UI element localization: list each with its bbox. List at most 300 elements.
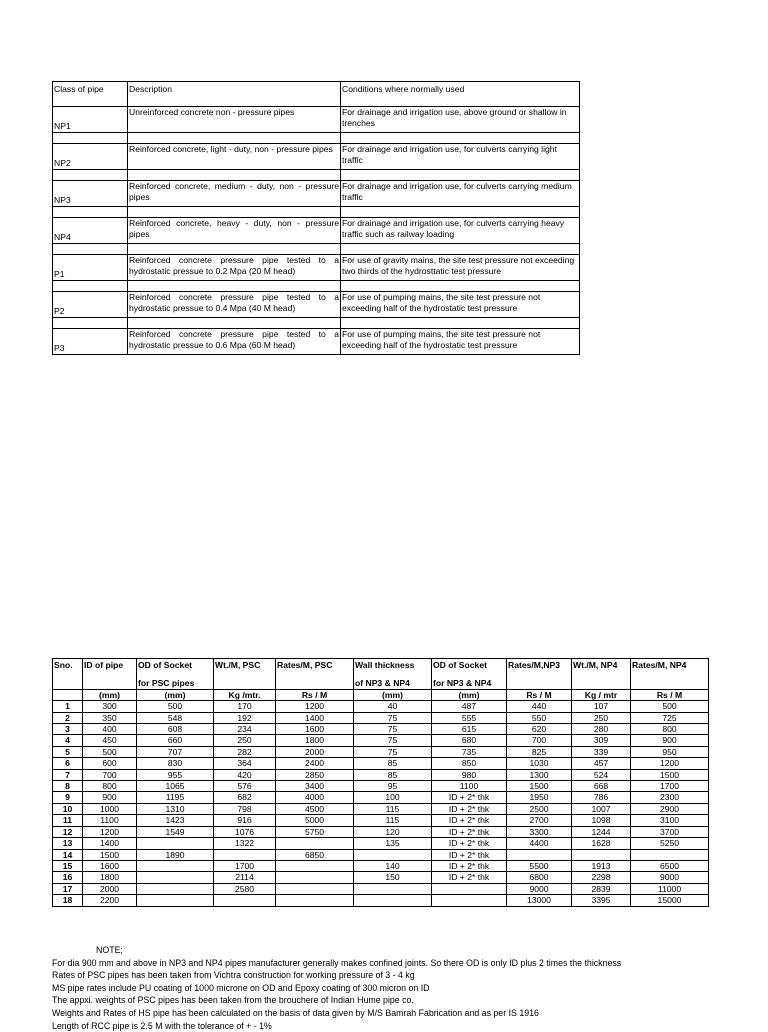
table-cell: 5750 xyxy=(276,826,354,837)
note-line: The appxi. weights of PSC pipes has been taken from the brouchere of Indian Hume pipe co. xyxy=(52,995,414,1006)
spacer-cell xyxy=(341,170,580,181)
column-header-line1: Wall thickness xyxy=(355,660,415,670)
table-cell: 1300 xyxy=(507,769,572,780)
column-header xyxy=(83,659,137,690)
table-row xyxy=(53,144,580,170)
pipe-class-table xyxy=(52,81,580,355)
note-line: MS pipe rates include PU coating of 1000 microne on OD and Epoxy coating of 300 micron on ID xyxy=(52,982,430,993)
table-cell: 1890 xyxy=(137,849,214,860)
table-row xyxy=(53,883,709,894)
table-cell: 3395 xyxy=(572,895,631,906)
table-cell: 2200 xyxy=(83,895,137,906)
table-cell: 1600 xyxy=(83,860,137,871)
unit-cell: Rs / M xyxy=(276,689,354,700)
column-header xyxy=(137,659,214,690)
table-cell: 1200 xyxy=(631,758,709,769)
spacer-row xyxy=(53,244,580,255)
table-cell xyxy=(276,838,354,849)
table-cell: 85 xyxy=(354,769,432,780)
spacer-cell xyxy=(128,170,341,181)
column-header xyxy=(354,659,432,690)
table-cell: 6500 xyxy=(631,860,709,871)
table-cell: 1913 xyxy=(572,860,631,871)
unit-cell: Rs / M xyxy=(631,689,709,700)
unit-cell: (mm) xyxy=(354,689,432,700)
pipe-class-cell: NP1 xyxy=(53,107,128,133)
table-cell: 107 xyxy=(572,701,631,712)
table-cell: 950 xyxy=(631,746,709,757)
table-row xyxy=(53,860,709,871)
table-row xyxy=(53,826,709,837)
table-row xyxy=(53,872,709,883)
column-header xyxy=(572,659,631,690)
table-cell xyxy=(276,895,354,906)
table-cell: 500 xyxy=(631,701,709,712)
header-class-of-pipe: Class of pipe xyxy=(53,82,128,107)
table-cell: 13000 xyxy=(507,895,572,906)
table-cell: ID + 2* thk xyxy=(432,803,507,814)
description-cell: Reinforced concrete pressure pipe tested to a hydrostatic pressue to 0.6 Mpa (60 M head) xyxy=(128,329,341,355)
table-cell: 135 xyxy=(354,838,432,849)
table-cell: 487 xyxy=(432,701,507,712)
table-row xyxy=(53,218,580,244)
serial-number-cell: 9 xyxy=(53,792,83,803)
table-cell: 615 xyxy=(432,724,507,735)
pipe-rates-table-body xyxy=(53,701,709,906)
spacer-cell xyxy=(341,133,580,144)
spacer-row xyxy=(53,133,580,144)
table-cell: 1500 xyxy=(507,781,572,792)
table-cell: 700 xyxy=(83,769,137,780)
table-cell: 1322 xyxy=(214,838,276,849)
table-row xyxy=(53,895,709,906)
description-cell: Reinforced concrete, light - duty, non - pressure pipes xyxy=(128,144,341,170)
table-cell: 786 xyxy=(572,792,631,803)
table-cell: 4400 xyxy=(507,838,572,849)
spacer-cell xyxy=(128,207,341,218)
table-cell: 3300 xyxy=(507,826,572,837)
table-header-row xyxy=(53,659,709,690)
table-row xyxy=(53,758,709,769)
table-row xyxy=(53,792,709,803)
table-cell xyxy=(137,872,214,883)
table-cell: 1244 xyxy=(572,826,631,837)
spacer-cell xyxy=(128,281,341,292)
spacer-row xyxy=(53,318,580,329)
serial-number-cell: 15 xyxy=(53,860,83,871)
description-cell: Reinforced concrete, medium - duty, non - pressure pipes xyxy=(128,181,341,207)
table-cell: 282 xyxy=(214,746,276,757)
serial-number-cell: 1 xyxy=(53,701,83,712)
unit-cell: Rs / M xyxy=(507,689,572,700)
notes-section xyxy=(52,944,752,1032)
spacer-cell xyxy=(341,244,580,255)
pipe-class-cell: P1 xyxy=(53,255,128,281)
table-cell xyxy=(214,849,276,860)
spacer-row xyxy=(53,207,580,218)
table-cell: 550 xyxy=(507,712,572,723)
table-cell: 980 xyxy=(432,769,507,780)
table-cell: 250 xyxy=(214,735,276,746)
table-cell: 600 xyxy=(83,758,137,769)
table-cell xyxy=(137,895,214,906)
table-cell xyxy=(354,895,432,906)
table-cell: ID + 2* thk xyxy=(432,849,507,860)
table-cell: 95 xyxy=(354,781,432,792)
conditions-cell: For drainage and irrigation use, for culverts carrying heavy traffic such as railway loading xyxy=(341,218,580,244)
table-cell: 450 xyxy=(83,735,137,746)
table-cell: 75 xyxy=(354,724,432,735)
table-cell: 2298 xyxy=(572,872,631,883)
unit-cell: Kg / mtr xyxy=(572,689,631,700)
table-cell: 5250 xyxy=(631,838,709,849)
column-header-line2: for NP3 & NP4 xyxy=(433,678,492,689)
unit-cell: (mm) xyxy=(83,689,137,700)
note-line: Rates of PSC pipes has been taken from Vichtra construction for working pressure of 3 - 4 kg xyxy=(52,970,415,981)
table-cell: 916 xyxy=(214,815,276,826)
table-cell: 280 xyxy=(572,724,631,735)
table-cell: 234 xyxy=(214,724,276,735)
table-cell: 2700 xyxy=(507,815,572,826)
column-header-line1: OD of Socket xyxy=(433,660,487,670)
conditions-cell: For drainage and irrigation use, for culverts carrying light traffic xyxy=(341,144,580,170)
table-cell: 900 xyxy=(83,792,137,803)
table-row xyxy=(53,181,580,207)
table-cell: 800 xyxy=(631,724,709,735)
table-cell: 825 xyxy=(507,746,572,757)
table-cell xyxy=(432,895,507,906)
table-cell: 2000 xyxy=(83,883,137,894)
column-header xyxy=(53,659,83,690)
table-cell: 1030 xyxy=(507,758,572,769)
table-cell: 1800 xyxy=(276,735,354,746)
table-cell: 1549 xyxy=(137,826,214,837)
header-description: Description xyxy=(128,82,341,107)
unit-cell: (mm) xyxy=(432,689,507,700)
table-cell xyxy=(276,860,354,871)
table-cell: 555 xyxy=(432,712,507,723)
table-cell: 1800 xyxy=(83,872,137,883)
table-row xyxy=(53,701,709,712)
table-cell: 500 xyxy=(137,701,214,712)
column-header-line1: Wt./M, PSC xyxy=(215,660,261,670)
table-cell: 115 xyxy=(354,815,432,826)
table-cell: 1628 xyxy=(572,838,631,849)
table-cell: 524 xyxy=(572,769,631,780)
table-cell: 4000 xyxy=(276,792,354,803)
serial-number-cell: 13 xyxy=(53,838,83,849)
table-row xyxy=(53,255,580,281)
table-row xyxy=(53,849,709,860)
table-cell xyxy=(276,872,354,883)
table-cell: 1065 xyxy=(137,781,214,792)
description-cell: Reinforced concrete pressure pipe tested to a hydrostatic pressue to 0.4 Mpa (40 M head) xyxy=(128,292,341,318)
table-cell: 668 xyxy=(572,781,631,792)
table-cell: 1423 xyxy=(137,815,214,826)
table-cell: 900 xyxy=(631,735,709,746)
table-cell: 798 xyxy=(214,803,276,814)
table-cell: 9000 xyxy=(507,883,572,894)
table-cell: 1310 xyxy=(137,803,214,814)
serial-number-cell: 6 xyxy=(53,758,83,769)
column-header xyxy=(214,659,276,690)
table-cell: 830 xyxy=(137,758,214,769)
table-cell: 440 xyxy=(507,701,572,712)
table-header-row xyxy=(53,82,580,107)
table-cell xyxy=(432,883,507,894)
table-cell: 100 xyxy=(354,792,432,803)
table-cell: ID + 2* thk xyxy=(432,792,507,803)
table-cell: 608 xyxy=(137,724,214,735)
serial-number-cell: 18 xyxy=(53,895,83,906)
table-cell: 2300 xyxy=(631,792,709,803)
table-row xyxy=(53,838,709,849)
table-cell: 2400 xyxy=(276,758,354,769)
table-cell: 2000 xyxy=(276,746,354,757)
serial-number-cell: 5 xyxy=(53,746,83,757)
spacer-cell xyxy=(53,133,128,144)
table-cell: 3700 xyxy=(631,826,709,837)
table-cell: 350 xyxy=(83,712,137,723)
spacer-row xyxy=(53,281,580,292)
table-cell: 1500 xyxy=(83,849,137,860)
serial-number-cell: 17 xyxy=(53,883,83,894)
table-cell: 457 xyxy=(572,758,631,769)
table-cell: ID + 2* thk xyxy=(432,872,507,883)
table-cell: 1500 xyxy=(631,769,709,780)
table-cell: 576 xyxy=(214,781,276,792)
table-cell: 700 xyxy=(507,735,572,746)
spacer-cell xyxy=(53,207,128,218)
spacer-cell xyxy=(341,207,580,218)
table-row xyxy=(53,712,709,723)
table-cell: 800 xyxy=(83,781,137,792)
column-header-line1: Rates/M, PSC xyxy=(277,660,333,670)
serial-number-cell: 14 xyxy=(53,849,83,860)
table-cell: 2114 xyxy=(214,872,276,883)
table-row xyxy=(53,735,709,746)
description-cell: Reinforced concrete pressure pipe tested to a hydrostatic pressue to 0.2 Mpa (20 M head) xyxy=(128,255,341,281)
conditions-cell: For use of pumping mains, the site test pressure not exceeding half of the hydrostatic test pressure xyxy=(341,292,580,318)
table-cell xyxy=(631,849,709,860)
table-cell: 15000 xyxy=(631,895,709,906)
table-cell: ID + 2* thk xyxy=(432,815,507,826)
spacer-cell xyxy=(128,133,341,144)
units-row xyxy=(53,689,709,700)
table-cell: ID + 2* thk xyxy=(432,838,507,849)
pipe-rates-table xyxy=(52,658,709,907)
table-cell: 9000 xyxy=(631,872,709,883)
table-cell: 6800 xyxy=(507,872,572,883)
column-header xyxy=(507,659,572,690)
column-header-line2: for PSC pipes xyxy=(138,678,195,689)
table-cell: 2900 xyxy=(631,803,709,814)
spacer-cell xyxy=(341,318,580,329)
table-cell: 680 xyxy=(432,735,507,746)
pipe-class-cell: NP2 xyxy=(53,144,128,170)
column-header xyxy=(432,659,507,690)
table-row xyxy=(53,724,709,735)
table-cell xyxy=(137,883,214,894)
table-cell: 1098 xyxy=(572,815,631,826)
note-line: Weights and Rates of HS pipe has been calculated on the basis of data given by M/S Bamrah Fabrication and as per IS 1916 xyxy=(52,1007,539,1018)
column-header xyxy=(276,659,354,690)
pipe-class-cell: P3 xyxy=(53,329,128,355)
table-cell: 309 xyxy=(572,735,631,746)
column-header-line1: Rates/M,NP3 xyxy=(508,660,561,670)
table-cell: 75 xyxy=(354,712,432,723)
table-cell: 2850 xyxy=(276,769,354,780)
table-cell: 500 xyxy=(83,746,137,757)
table-cell: 1200 xyxy=(276,701,354,712)
table-cell: 6850 xyxy=(276,849,354,860)
table-cell: 620 xyxy=(507,724,572,735)
table-cell: 1100 xyxy=(83,815,137,826)
table-cell xyxy=(572,849,631,860)
table-cell: 1700 xyxy=(631,781,709,792)
spacer-cell xyxy=(53,244,128,255)
table-row xyxy=(53,803,709,814)
table-row xyxy=(53,815,709,826)
table-cell: 660 xyxy=(137,735,214,746)
table-cell: 420 xyxy=(214,769,276,780)
column-header-line2: of NP3 & NP4 xyxy=(355,678,410,689)
header-conditions: Conditions where normally used xyxy=(341,82,580,107)
table-cell xyxy=(214,895,276,906)
table-cell xyxy=(137,860,214,871)
conditions-cell: For drainage and irrigation use, for culverts carrying medium traffic xyxy=(341,181,580,207)
unit-cell xyxy=(53,689,83,700)
spacer-cell xyxy=(53,281,128,292)
conditions-cell: For drainage and irrigation use, above ground or shallow in trenches xyxy=(341,107,580,133)
serial-number-cell: 16 xyxy=(53,872,83,883)
table-cell: 40 xyxy=(354,701,432,712)
table-cell: 364 xyxy=(214,758,276,769)
pipe-class-cell: P2 xyxy=(53,292,128,318)
table-cell: 4500 xyxy=(276,803,354,814)
table-cell: 955 xyxy=(137,769,214,780)
table-cell: 1000 xyxy=(83,803,137,814)
table-cell: 2839 xyxy=(572,883,631,894)
serial-number-cell: 11 xyxy=(53,815,83,826)
column-header-line1: OD of Socket xyxy=(138,660,192,670)
unit-cell: Kg /mtr. xyxy=(214,689,276,700)
table-cell: 3400 xyxy=(276,781,354,792)
table-cell: 1195 xyxy=(137,792,214,803)
column-header xyxy=(631,659,709,690)
table-cell: 1700 xyxy=(214,860,276,871)
table-cell xyxy=(354,849,432,860)
description-cell: Reinforced concrete, heavy - duty, non - pressure pipes xyxy=(128,218,341,244)
table-cell: 75 xyxy=(354,746,432,757)
table-cell: 75 xyxy=(354,735,432,746)
table-cell: 1076 xyxy=(214,826,276,837)
table-row xyxy=(53,329,580,355)
table-cell: 548 xyxy=(137,712,214,723)
table-cell: 5000 xyxy=(276,815,354,826)
serial-number-cell: 12 xyxy=(53,826,83,837)
table-cell: 1400 xyxy=(276,712,354,723)
table-cell xyxy=(137,838,214,849)
table-cell: 339 xyxy=(572,746,631,757)
table-cell: 735 xyxy=(432,746,507,757)
table-cell: 1400 xyxy=(83,838,137,849)
description-cell: Unreinforced concrete non - pressure pipes xyxy=(128,107,341,133)
table-cell: 1600 xyxy=(276,724,354,735)
pipe-class-table-body xyxy=(53,82,580,355)
table-cell xyxy=(276,883,354,894)
table-cell: 300 xyxy=(83,701,137,712)
table-cell: 192 xyxy=(214,712,276,723)
conditions-cell: For use of gravity mains, the site test pressure not exceeding two thirds of the hydrosttatic test pressure xyxy=(341,255,580,281)
table-cell: 707 xyxy=(137,746,214,757)
table-cell xyxy=(354,883,432,894)
spacer-cell xyxy=(341,281,580,292)
pipe-class-cell: NP3 xyxy=(53,181,128,207)
serial-number-cell: 4 xyxy=(53,735,83,746)
table-cell: 11000 xyxy=(631,883,709,894)
table-cell: 140 xyxy=(354,860,432,871)
serial-number-cell: 2 xyxy=(53,712,83,723)
serial-number-cell: 3 xyxy=(53,724,83,735)
table-cell: 850 xyxy=(432,758,507,769)
table-cell: 170 xyxy=(214,701,276,712)
table-row xyxy=(53,746,709,757)
table-cell: ID + 2* thk xyxy=(432,860,507,871)
table-cell: 1950 xyxy=(507,792,572,803)
spacer-cell xyxy=(53,318,128,329)
table-cell: 250 xyxy=(572,712,631,723)
table-cell: 85 xyxy=(354,758,432,769)
spacer-cell xyxy=(128,244,341,255)
table-row xyxy=(53,107,580,133)
table-cell: 1007 xyxy=(572,803,631,814)
note-line: For dia 900 mm and above in NP3 and NP4 pipes manufacturer generally makes confined joints. So there OD is only ID plus 2 times the thickness xyxy=(52,957,622,968)
spacer-row xyxy=(53,170,580,181)
column-header-line1: Rates/M, NP4 xyxy=(632,660,687,670)
table-cell: 1200 xyxy=(83,826,137,837)
notes-title: NOTE; xyxy=(96,945,123,955)
table-cell: ID + 2* thk xyxy=(432,826,507,837)
table-cell: 120 xyxy=(354,826,432,837)
serial-number-cell: 7 xyxy=(53,769,83,780)
spacer-cell xyxy=(53,170,128,181)
table-cell: 400 xyxy=(83,724,137,735)
serial-number-cell: 10 xyxy=(53,803,83,814)
conditions-cell: For use of pumping mains, the site test pressure not exceeding half of the hydrostatic test pressure xyxy=(341,329,580,355)
column-header-line1: Wt./M, NP4 xyxy=(573,660,618,670)
table-cell: 150 xyxy=(354,872,432,883)
table-cell: 1100 xyxy=(432,781,507,792)
table-row xyxy=(53,292,580,318)
table-cell: 2580 xyxy=(214,883,276,894)
table-cell: 115 xyxy=(354,803,432,814)
note-line: Length of RCC pipe is 2.5 M with the tolerance of + - 1% xyxy=(52,1020,272,1031)
column-header-line1: ID of pipe xyxy=(84,660,124,670)
serial-number-cell: 8 xyxy=(53,781,83,792)
table-cell: 682 xyxy=(214,792,276,803)
unit-cell: (mm) xyxy=(137,689,214,700)
table-cell: 3100 xyxy=(631,815,709,826)
table-row xyxy=(53,769,709,780)
table-row xyxy=(53,781,709,792)
pipe-class-cell: NP4 xyxy=(53,218,128,244)
column-header-line1: Sno. xyxy=(54,660,73,670)
table-cell xyxy=(507,849,572,860)
spacer-cell xyxy=(128,318,341,329)
table-cell: 2500 xyxy=(507,803,572,814)
table-cell: 5500 xyxy=(507,860,572,871)
